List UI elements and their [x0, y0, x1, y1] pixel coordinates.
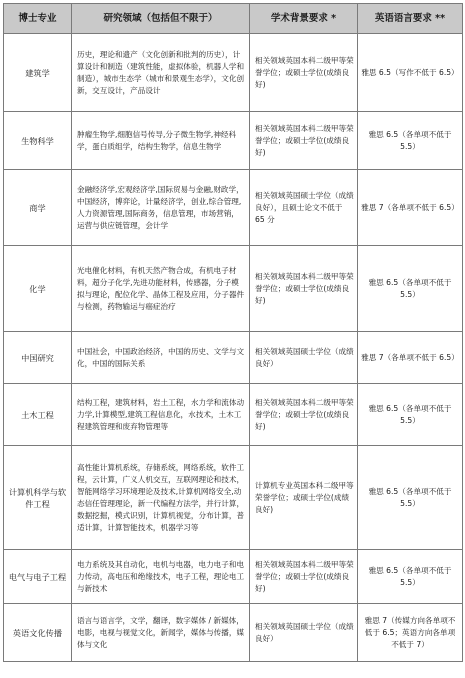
- header-field: 研究领域（包括但不限于）: [72, 4, 250, 34]
- header-academic: 学术背景要求 *: [250, 4, 358, 34]
- cell-major: 计算机科学与软件工程: [4, 446, 72, 550]
- table-row: [4, 112, 463, 170]
- cell-major: 化学: [4, 246, 72, 332]
- cell-field: 中国社会，中国政治经济，中国的历史、文学与文化，中国的国际关系: [72, 332, 250, 384]
- cell-field: 肿瘤生物学,细胞信号传导,分子微生物学,神经科学，蛋白质组学，结构生物学，信息生物学: [72, 112, 250, 170]
- cell-major: 生物科学: [4, 112, 72, 170]
- cell-academic: 相关领域英国硕士学位（成绩良好），且硕士论文不低于 65 分: [250, 170, 358, 246]
- cell-major: 商学: [4, 170, 72, 246]
- table-row: [4, 34, 463, 112]
- cell-field: 电力系统及其自动化，电机与电器，电力电子和电力传动，高电压和绝缘技术，电子工程，理论电工与新技术: [72, 550, 250, 604]
- cell-field: 光电催化材料，有机天然产物合成，有机电子材料，超分子化学,先进功能材料，传感器，分子模拟与理论，配位化学、晶体工程及应用，分子器件与检测，药物输运与癌症治疗: [72, 246, 250, 332]
- table-row: [4, 550, 463, 604]
- cell-academic: 相关领域英国本科二级甲等荣誉学位；或硕士学位(成绩良好): [250, 112, 358, 170]
- requirements-table-wrapper: [3, 3, 462, 662]
- table-row: [4, 384, 463, 446]
- cell-field: 金融经济学,宏观经济学,国际贸易与金融,财政学，中国经济，博弈论，计量经济学，创业,综合管理,人力资源管理,国际商务，信息管理，市场营销，运营与供应链管理，会计学: [72, 170, 250, 246]
- cell-academic: 相关领域英国硕士学位（成绩良好）: [250, 604, 358, 662]
- cell-english: 雅思 6.5（各单项不低于 5.5）: [358, 246, 463, 332]
- cell-english: 雅思 7（各单项不低于 6.5）: [358, 170, 463, 246]
- cell-english: 雅思 7（各单项不低于 6.5）: [358, 332, 463, 384]
- cell-major: 中国研究: [4, 332, 72, 384]
- cell-english: 雅思 6.5（写作不低于 6.5）: [358, 34, 463, 112]
- cell-academic: 相关领域英国本科二级甲等荣誉学位；或硕士学位(成绩良好): [250, 34, 358, 112]
- cell-field: 高性能计算机系统，存储系统，网络系统，软件工程，云计算，广义人机交互，互联网理论和技术，智能网络学习环境理论及技术,计算机网络安全,动态信任管理理论，新一代编程方法学，并行计算，数据挖掘，模式识别，计算机视觉，分布计算，普适计算，计算智能技术，机器学习等: [72, 446, 250, 550]
- table-row: [4, 446, 463, 550]
- table-row: [4, 332, 463, 384]
- cell-english: 雅思 6.5（各单项不低于 5.5）: [358, 384, 463, 446]
- cell-academic: 相关领域英国本科二级甲等荣誉学位；或硕士学位(成绩良好): [250, 550, 358, 604]
- header-english: 英语语言要求 **: [358, 4, 463, 34]
- cell-english: 雅思 7（传媒方向各单项不低于 6.5；英语方向各单项不低于 7）: [358, 604, 463, 662]
- cell-english: 雅思 6.5（各单项不低于 5.5）: [358, 446, 463, 550]
- table-row: [4, 604, 463, 662]
- cell-academic: 相关领域英国本科二级甲等荣誉学位；或硕士学位(成绩良好): [250, 246, 358, 332]
- cell-academic: 相关领域英国本科二级甲等荣誉学位；或硕士学位(成绩良好): [250, 384, 358, 446]
- cell-field: 结构工程，建筑材料，岩土工程，水力学和流体动力学,计算模型,建筑工程信息化，水技术，土木工程建筑管理和废弃物管理等: [72, 384, 250, 446]
- requirements-table: [3, 3, 463, 662]
- header-major: 博士专业: [4, 4, 72, 34]
- cell-field: 历史，理论和遗产（文化创新和批判的历史），计算设计和制造（建筑性能，虚拟体验，机器人学和制造），城市生态学（城市和景观生态学），文化创新，交互设计，产品设计: [72, 34, 250, 112]
- cell-major: 土木工程: [4, 384, 72, 446]
- cell-major: 建筑学: [4, 34, 72, 112]
- cell-field: 语言与语言学，文学，翻译，数字媒体 / 新媒体，电影，电视与视觉文化，新闻学，媒体与传播，媒体与文化: [72, 604, 250, 662]
- table-row: [4, 246, 463, 332]
- cell-academic: 相关领域英国硕士学位（成绩良好）: [250, 332, 358, 384]
- table-row: [4, 170, 463, 246]
- cell-academic: 计算机专业英国本科二级甲等荣誉学位；或硕士学位(成绩良好): [250, 446, 358, 550]
- cell-major: 电气与电子工程: [4, 550, 72, 604]
- cell-major: 英语文化传播: [4, 604, 72, 662]
- cell-english: 雅思 6.5（各单项不低于 5.5）: [358, 550, 463, 604]
- header-row: [4, 4, 463, 34]
- cell-english: 雅思 6.5（各单项不低于 5.5）: [358, 112, 463, 170]
